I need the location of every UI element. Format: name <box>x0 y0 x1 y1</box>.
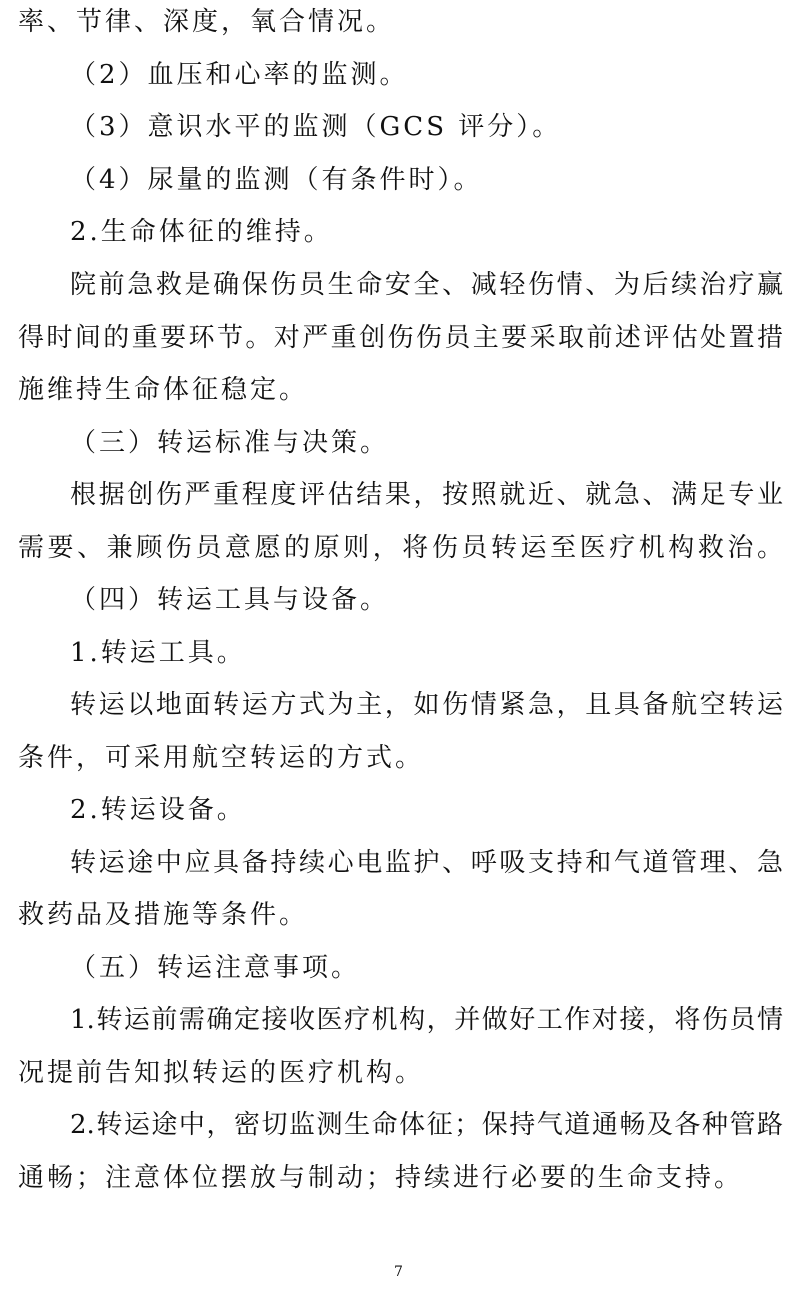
text-line: 2.转运途中，密切监测生命体征；保持气道通畅及各种管路 <box>70 1110 783 1140</box>
text-line: （4）尿量的监测（有条件时）。 <box>70 165 483 195</box>
page-number: 7 <box>394 1264 403 1280</box>
text-line: 院前急救是确保伤员生命安全、减轻伤情、为后续治疗赢 <box>70 270 783 300</box>
text-line: 转运以地面转运方式为主，如伤情紧急，且具备航空转运 <box>70 690 783 720</box>
section-heading: （四）转运工具与设备。 <box>70 585 390 615</box>
text-line: 通畅；注意体位摆放与制动；持续进行必要的生命支持。 <box>18 1163 744 1193</box>
text-line: （2）血压和心率的监测。 <box>70 60 409 90</box>
text-line: 救药品及措施等条件。 <box>18 900 309 930</box>
text-line: 况提前告知拟转运的医疗机构。 <box>18 1058 425 1088</box>
text-line: 2.生命体征的维持。 <box>70 217 333 247</box>
text-line: 1.转运工具。 <box>70 638 246 668</box>
text-line: 2.转运设备。 <box>70 795 246 825</box>
text-line: 率、节律、深度，氧合情况。 <box>18 7 396 37</box>
text-line: （3）意识水平的监测（GCS 评分）。 <box>70 112 562 142</box>
text-line: 根据创伤严重程度评估结果，按照就近、就急、满足专业 <box>70 480 783 510</box>
text-line: 1.转运前需确定接收医疗机构，并做好工作对接，将伤员情 <box>70 1005 783 1035</box>
section-heading: （三）转运标准与决策。 <box>70 428 390 458</box>
text-line: 条件，可采用航空转运的方式。 <box>18 743 425 773</box>
text-line: 需要、兼顾伤员意愿的原则，将伤员转运至医疗机构救治。 <box>18 533 783 563</box>
section-heading: （五）转运注意事项。 <box>70 953 361 983</box>
text-line: 得时间的重要环节。对严重创伤伤员主要采取前述评估处置措 <box>18 323 783 353</box>
text-line: 转运途中应具备持续心电监护、呼吸支持和气道管理、急 <box>70 848 783 878</box>
text-line: 施维持生命体征稳定。 <box>18 375 309 405</box>
